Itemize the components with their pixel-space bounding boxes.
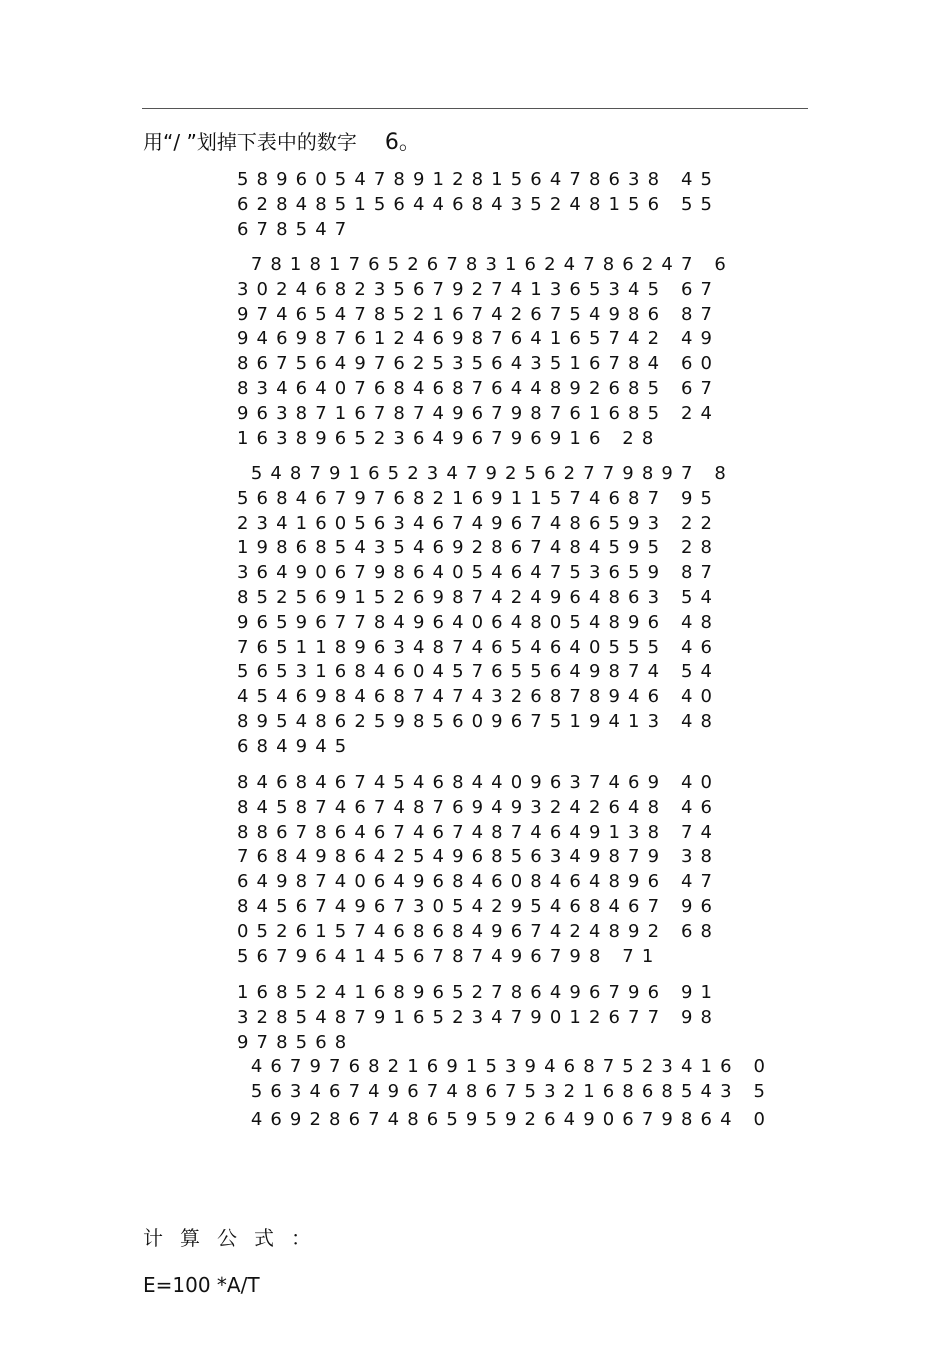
digit-row: 1685241689652786496796 91	[237, 982, 721, 1003]
formula-expression: E=100 *A/T	[143, 1273, 260, 1297]
digit-row: 54879165234792562779897 8	[237, 463, 734, 484]
digit-row: 8867864674674874649138 74	[237, 821, 721, 843]
instruction-text: 用“/ ”划掉下表中的数字	[143, 130, 357, 154]
digit-row: 8675649762535643516784 60	[237, 353, 721, 375]
digit-row: 3649067986405464753659 87	[237, 562, 721, 584]
header-rule	[142, 108, 808, 109]
digit-row: 3285487916523479012677 98	[237, 1006, 721, 1028]
digit-row: 8458746748769493242648 46	[237, 796, 721, 818]
digit-row: 8346407684687644892685 67	[237, 378, 721, 399]
digit-row: 6498740649684608464896 47	[237, 871, 721, 893]
digit-row: 7684986425496856349879 38	[237, 846, 721, 868]
digit-row: 8525691526987424964863 54	[237, 587, 721, 608]
digit-row: 2341605634674967486593 22	[237, 512, 721, 534]
digit-row: 684945	[237, 735, 355, 757]
target-digit: 6。	[384, 130, 421, 155]
digit-row: 5896054789128156478638 45	[237, 169, 721, 190]
digit-row: 9659677849640648054896 48	[237, 611, 721, 633]
digit-row: 1986854354692867484595 28	[237, 537, 721, 559]
digit-row: 6284851564468435248156 55	[237, 193, 721, 215]
digit-row: 9469876124698764165742 49	[237, 328, 721, 350]
digit-row: 4679768216915394687523416 0	[237, 1056, 773, 1077]
digit-row: 4546984687474326878946 40	[237, 686, 721, 708]
digit-row: 8456749673054295468467 96	[237, 896, 721, 917]
digit-row: 8954862598560967519413 48	[237, 711, 721, 732]
digit-row: 5634674967486753216868543 5	[237, 1080, 773, 1102]
digit-row: 4692867486595926490679864 0	[237, 1109, 773, 1130]
formula-label: 计算公式：	[143, 1226, 328, 1250]
digit-row: 0526157468684967424892 68	[237, 920, 721, 942]
digit-row: 78181765267831624786247 6	[237, 254, 734, 275]
digit-row: 5653168460457655649874 54	[237, 661, 721, 683]
digit-row: 5679641456787496798 71	[237, 945, 662, 967]
digit-row: 7651189634874654640555 46	[237, 636, 721, 658]
digit-row: 9746547852167426754986 87	[237, 303, 721, 325]
instruction	[143, 129, 421, 156]
digit-row: 978568	[237, 1031, 355, 1053]
digit-row: 5684679768216911574687 95	[237, 487, 721, 509]
digit-row: 1638965236496796916 28	[237, 427, 662, 449]
digit-row: 678547	[237, 218, 355, 240]
digit-row: 3024682356792741365345 67	[237, 278, 721, 300]
digit-row: 8468467454684409637469 40	[237, 772, 721, 793]
digit-row: 9638716787496798761685 24	[237, 402, 721, 424]
